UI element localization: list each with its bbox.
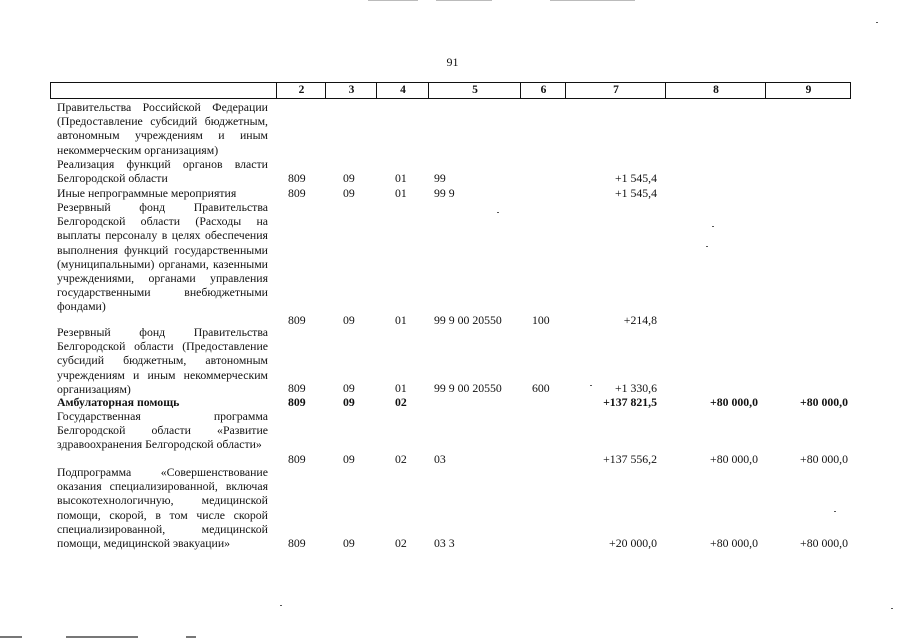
cell-col-3: 09 bbox=[343, 395, 355, 409]
header-col-5: 5 bbox=[428, 83, 521, 98]
cell-col-9: +80 000,0 bbox=[799, 395, 848, 409]
cell-col-7: +20 000,0 bbox=[609, 536, 657, 550]
cell-col-7: +137 556,2 bbox=[603, 452, 657, 466]
cell-col-7: +1 330,6 bbox=[614, 381, 657, 395]
cell-col-7: +1 545,4 bbox=[614, 171, 657, 185]
cell-col-2: 809 bbox=[288, 536, 306, 550]
cell-col-5: 03 3 bbox=[434, 536, 455, 550]
cell-col-3: 09 bbox=[343, 186, 355, 200]
cell-col-2: 809 bbox=[288, 313, 306, 327]
scan-artifact bbox=[368, 0, 418, 1]
cell-col-3: 09 bbox=[343, 452, 355, 466]
cell-col-9: +80 000,0 bbox=[800, 452, 848, 466]
cell-col-4: 02 bbox=[395, 395, 407, 409]
scan-speck bbox=[497, 212, 499, 213]
row-description: Амбулаторная помощь bbox=[57, 395, 180, 409]
row-description: Резервный фонд Правительства Белгородской области (Расходы на выплаты персоналу в целях обеспечения выполнения функций государственными (муниципальными) органами, казенными учреждениями, органами управления государственными внебюджетными фондами) bbox=[57, 200, 268, 314]
cell-col-5: 03 bbox=[434, 452, 446, 466]
header-col-8: 8 bbox=[665, 83, 766, 98]
cell-col-9: +80 000,0 bbox=[800, 536, 848, 550]
cell-col-3: 09 bbox=[343, 313, 355, 327]
scan-speck bbox=[706, 246, 708, 247]
cell-col-3: 09 bbox=[343, 536, 355, 550]
cell-col-4: 01 bbox=[395, 186, 407, 200]
cell-col-5: 99 9 00 20550 bbox=[434, 313, 502, 327]
scan-speck bbox=[590, 385, 592, 386]
header-col-4: 4 bbox=[376, 83, 429, 98]
cell-col-5: 99 9 bbox=[434, 186, 455, 200]
scan-speck bbox=[891, 608, 893, 609]
cell-col-4: 01 bbox=[395, 381, 407, 395]
cell-col-7: +137 821,5 bbox=[603, 395, 657, 409]
header-col-9: 9 bbox=[765, 83, 851, 98]
cell-col-2: 809 bbox=[288, 395, 306, 409]
scan-speck bbox=[280, 605, 282, 606]
cell-col-2: 809 bbox=[288, 452, 306, 466]
table-header-row bbox=[50, 82, 851, 99]
scan-speck bbox=[876, 22, 878, 23]
page-number: 91 bbox=[446, 55, 459, 69]
scan-speck bbox=[834, 511, 836, 512]
row-description: Реализация функций органов власти Белгородской области bbox=[57, 157, 268, 186]
row-description: Подпрограмма «Совершенствование оказания специализированной, включая высокотехнологичную, медицинской помощи, скорой, в том числе скорой специализированной, медицинской помощи, медицинской эвакуации» bbox=[57, 465, 268, 551]
row-description: Резервный фонд Правительства Белгородской области (Предоставление субсидий бюджетным, автономным учреждениям и иным некоммерческим организациям) bbox=[57, 325, 268, 396]
cell-col-2: 809 bbox=[288, 381, 306, 395]
cell-col-6: 100 bbox=[532, 313, 550, 327]
scan-speck bbox=[712, 226, 714, 227]
cell-col-4: 02 bbox=[395, 536, 407, 550]
scan-artifact bbox=[186, 636, 196, 638]
scan-artifact bbox=[66, 636, 138, 638]
cell-col-8: +80 000,0 bbox=[710, 536, 758, 550]
header-col-7: 7 bbox=[565, 83, 666, 98]
cell-col-2: 809 bbox=[288, 171, 306, 185]
cell-col-7: +1 545,4 bbox=[614, 186, 657, 200]
cell-col-6: 600 bbox=[532, 381, 550, 395]
scan-artifact bbox=[550, 0, 635, 1]
cell-col-7: +214,8 bbox=[623, 313, 657, 327]
scan-artifact bbox=[0, 636, 22, 638]
cell-col-5: 99 bbox=[434, 171, 446, 185]
cell-col-4: 01 bbox=[395, 171, 407, 185]
cell-col-2: 809 bbox=[288, 186, 306, 200]
header-col-3: 3 bbox=[325, 83, 377, 98]
cell-col-8: +80 000,0 bbox=[709, 395, 758, 409]
cell-col-4: 02 bbox=[395, 452, 407, 466]
row-description: Правительства Российской Федерации (Предоставление субсидий бюджетным, автономным учреждениям и иным некоммерческим организациям) bbox=[57, 100, 268, 157]
cell-col-3: 09 bbox=[343, 381, 355, 395]
row-description: Государственная программа Белгородской области «Развитие здравоохранения Белгородской области» bbox=[57, 409, 268, 452]
header-col-2: 2 bbox=[276, 83, 326, 98]
scan-artifact bbox=[436, 0, 492, 1]
cell-col-5: 99 9 00 20550 bbox=[434, 381, 502, 395]
row-description: Иные непрограммные мероприятия bbox=[57, 186, 237, 200]
cell-col-3: 09 bbox=[343, 171, 355, 185]
header-col-6: 6 bbox=[520, 83, 566, 98]
cell-col-8: +80 000,0 bbox=[710, 452, 758, 466]
cell-col-4: 01 bbox=[395, 313, 407, 327]
